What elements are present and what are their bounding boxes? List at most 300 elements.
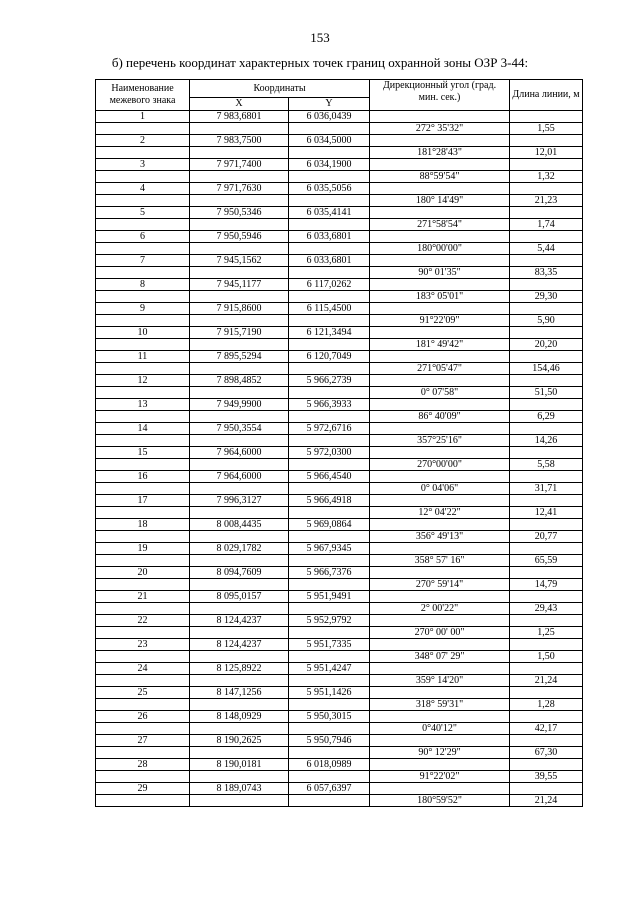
point-name: 12 [96,375,190,387]
segment-length: 20,77 [510,531,583,543]
point-row [96,783,583,795]
segment-length: 1,25 [510,627,583,639]
empty-cell [370,231,510,243]
empty-cell [289,579,370,591]
empty-cell [510,423,583,435]
table-body [96,111,583,807]
segment-angle: 181°28'43" [370,147,510,159]
segment-row [96,387,583,399]
empty-cell [289,531,370,543]
point-row [96,135,583,147]
empty-cell [289,555,370,567]
empty-cell [289,771,370,783]
segment-angle: 181° 49'42" [370,339,510,351]
empty-cell [289,339,370,351]
point-y: 5 966,4918 [289,495,370,507]
empty-cell [510,183,583,195]
empty-cell [510,471,583,483]
point-name: 3 [96,159,190,171]
point-y: 5 951,1426 [289,687,370,699]
point-x: 7 950,5346 [190,207,289,219]
segment-angle: 0° 07'58" [370,387,510,399]
empty-cell [190,651,289,663]
segment-angle: 91°22'02" [370,771,510,783]
point-name: 14 [96,423,190,435]
empty-cell [190,483,289,495]
empty-cell [510,207,583,219]
segment-length: 39,55 [510,771,583,783]
segment-row [96,675,583,687]
point-x: 7 971,7400 [190,159,289,171]
point-row [96,159,583,171]
empty-cell [370,207,510,219]
empty-cell [96,435,190,447]
empty-cell [289,507,370,519]
segment-length: 67,30 [510,747,583,759]
empty-cell [96,747,190,759]
point-y: 5 951,9491 [289,591,370,603]
empty-cell [370,375,510,387]
segment-row [96,243,583,255]
point-row [96,735,583,747]
empty-cell [289,411,370,423]
header-x: X [190,98,289,111]
segment-length: 1,32 [510,171,583,183]
empty-cell [370,159,510,171]
segment-length: 12,41 [510,507,583,519]
point-row [96,375,583,387]
empty-cell [96,579,190,591]
segment-angle: 88°59'54" [370,171,510,183]
empty-cell [370,423,510,435]
empty-cell [370,495,510,507]
point-y: 6 115,4500 [289,303,370,315]
empty-cell [289,243,370,255]
point-y: 5 951,4247 [289,663,370,675]
segment-row [96,699,583,711]
empty-cell [96,483,190,495]
point-y: 6 057,6397 [289,783,370,795]
empty-cell [370,639,510,651]
point-row [96,591,583,603]
empty-cell [510,375,583,387]
segment-angle: 357°25'16" [370,435,510,447]
point-y: 6 034,5000 [289,135,370,147]
empty-cell [190,339,289,351]
segment-row [96,531,583,543]
empty-cell [510,639,583,651]
point-row [96,111,583,123]
segment-length: 6,29 [510,411,583,423]
point-x: 8 029,1782 [190,543,289,555]
point-name: 25 [96,687,190,699]
empty-cell [370,783,510,795]
empty-cell [510,615,583,627]
empty-cell [289,723,370,735]
segment-row [96,603,583,615]
empty-cell [96,315,190,327]
empty-cell [289,291,370,303]
empty-cell [289,483,370,495]
empty-cell [289,315,370,327]
point-row [96,423,583,435]
point-y: 5 969,0864 [289,519,370,531]
empty-cell [510,783,583,795]
empty-cell [370,447,510,459]
point-x: 8 124,4237 [190,639,289,651]
segment-row [96,291,583,303]
segment-row [96,315,583,327]
empty-cell [510,231,583,243]
empty-cell [96,219,190,231]
point-row [96,759,583,771]
empty-cell [289,603,370,615]
empty-cell [289,219,370,231]
point-x: 7 945,1562 [190,255,289,267]
point-y: 5 966,2739 [289,375,370,387]
segment-row [96,579,583,591]
segment-length: 42,17 [510,723,583,735]
header-length: Длина линии, м [510,80,583,111]
point-x: 7 950,3554 [190,423,289,435]
segment-length: 154,46 [510,363,583,375]
point-y: 5 952,9792 [289,615,370,627]
empty-cell [370,399,510,411]
point-row [96,327,583,339]
empty-cell [190,555,289,567]
point-name: 24 [96,663,190,675]
point-row [96,471,583,483]
segment-angle: 180°00'00" [370,243,510,255]
point-name: 10 [96,327,190,339]
point-name: 4 [96,183,190,195]
empty-cell [289,147,370,159]
point-x: 8 148,0929 [190,711,289,723]
point-x: 7 895,5294 [190,351,289,363]
point-x: 7 964,6000 [190,447,289,459]
empty-cell [96,555,190,567]
empty-cell [190,699,289,711]
point-name: 7 [96,255,190,267]
empty-cell [510,711,583,723]
segment-length: 21,24 [510,675,583,687]
point-row [96,687,583,699]
segment-angle: 358° 57' 16" [370,555,510,567]
segment-row [96,363,583,375]
empty-cell [190,243,289,255]
segment-length: 21,23 [510,195,583,207]
empty-cell [190,675,289,687]
segment-row [96,747,583,759]
point-x: 8 095,0157 [190,591,289,603]
empty-cell [190,435,289,447]
empty-cell [190,147,289,159]
segment-row [96,651,583,663]
segment-row [96,771,583,783]
segment-row [96,795,583,807]
empty-cell [190,387,289,399]
page-number: 153 [310,30,330,45]
segment-angle: 272° 35'32" [370,123,510,135]
empty-cell [96,291,190,303]
segment-angle: 0°40'12" [370,723,510,735]
segment-length: 29,43 [510,603,583,615]
empty-cell [510,591,583,603]
point-x: 8 190,0181 [190,759,289,771]
segment-row [96,123,583,135]
point-x: 7 915,7190 [190,327,289,339]
segment-length: 5,90 [510,315,583,327]
segment-angle: 348° 07' 29" [370,651,510,663]
empty-cell [289,459,370,471]
table-caption: б) перечень координат характерных точек границ охранной зоны ОЗР 3-44: [111,55,529,70]
empty-cell [96,267,190,279]
segment-angle: 318° 59'31" [370,699,510,711]
point-name: 21 [96,591,190,603]
segment-row [96,435,583,447]
segment-row [96,195,583,207]
point-y: 5 967,9345 [289,543,370,555]
empty-cell [289,267,370,279]
segment-row [96,147,583,159]
empty-cell [96,699,190,711]
point-x: 7 898,4852 [190,375,289,387]
header-name: Наименование межевого знака [96,80,190,111]
point-row [96,495,583,507]
empty-cell [370,567,510,579]
segment-length: 29,30 [510,291,583,303]
segment-angle: 0° 04'06" [370,483,510,495]
empty-cell [190,363,289,375]
empty-cell [370,663,510,675]
point-y: 6 033,6801 [289,255,370,267]
segment-angle: 271°58'54" [370,219,510,231]
point-row [96,567,583,579]
point-x: 8 124,4237 [190,615,289,627]
empty-cell [510,279,583,291]
empty-cell [370,471,510,483]
segment-length: 21,24 [510,795,583,807]
empty-cell [289,435,370,447]
empty-cell [96,459,190,471]
empty-cell [370,543,510,555]
point-name: 18 [96,519,190,531]
point-name: 16 [96,471,190,483]
point-row [96,519,583,531]
segment-angle: 271°05'47" [370,363,510,375]
point-name: 29 [96,783,190,795]
empty-cell [510,447,583,459]
empty-cell [370,687,510,699]
segment-length: 5,58 [510,459,583,471]
empty-cell [510,495,583,507]
point-name: 9 [96,303,190,315]
empty-cell [370,135,510,147]
empty-cell [370,735,510,747]
empty-cell [190,747,289,759]
point-x: 7 915,8600 [190,303,289,315]
empty-cell [510,687,583,699]
empty-cell [370,111,510,123]
empty-cell [510,351,583,363]
empty-cell [190,315,289,327]
empty-cell [510,159,583,171]
point-name: 8 [96,279,190,291]
empty-cell [370,327,510,339]
segment-angle: 12° 04'22" [370,507,510,519]
empty-cell [96,171,190,183]
segment-row [96,555,583,567]
empty-cell [96,795,190,807]
empty-cell [190,771,289,783]
empty-cell [289,387,370,399]
empty-cell [190,267,289,279]
header-coordinates: Координаты [190,80,370,98]
point-name: 17 [96,495,190,507]
empty-cell [96,363,190,375]
point-y: 5 966,3933 [289,399,370,411]
empty-cell [96,531,190,543]
point-name: 5 [96,207,190,219]
empty-cell [370,351,510,363]
empty-cell [510,135,583,147]
point-y: 5 966,7376 [289,567,370,579]
point-y: 5 972,6716 [289,423,370,435]
point-y: 6 120,7049 [289,351,370,363]
segment-length: 1,74 [510,219,583,231]
segment-angle: 90° 12'29" [370,747,510,759]
empty-cell [190,171,289,183]
point-x: 7 983,7500 [190,135,289,147]
empty-cell [190,195,289,207]
coordinates-table [95,79,583,807]
segment-length: 1,50 [510,651,583,663]
point-y: 6 121,3494 [289,327,370,339]
point-x: 7 971,7630 [190,183,289,195]
empty-cell [510,663,583,675]
point-x: 8 008,4435 [190,519,289,531]
point-name: 26 [96,711,190,723]
empty-cell [190,411,289,423]
point-name: 23 [96,639,190,651]
segment-length: 20,20 [510,339,583,351]
point-row [96,303,583,315]
point-x: 7 950,5946 [190,231,289,243]
empty-cell [190,219,289,231]
empty-cell [370,591,510,603]
point-name: 20 [96,567,190,579]
empty-cell [190,795,289,807]
point-y: 6 034,1900 [289,159,370,171]
segment-row [96,219,583,231]
segment-length: 83,35 [510,267,583,279]
segment-length: 65,59 [510,555,583,567]
point-row [96,255,583,267]
segment-angle: 359° 14'20" [370,675,510,687]
point-name: 6 [96,231,190,243]
empty-cell [289,195,370,207]
segment-row [96,411,583,423]
segment-length: 1,28 [510,699,583,711]
point-name: 1 [96,111,190,123]
segment-length: 31,71 [510,483,583,495]
point-name: 28 [96,759,190,771]
empty-cell [510,735,583,747]
point-x: 7 949,9900 [190,399,289,411]
segment-angle: 90° 01'35" [370,267,510,279]
empty-cell [370,759,510,771]
point-y: 6 033,6801 [289,231,370,243]
segment-row [96,627,583,639]
empty-cell [96,195,190,207]
empty-cell [510,303,583,315]
point-x: 8 147,1256 [190,687,289,699]
point-row [96,207,583,219]
segment-row [96,339,583,351]
segment-length: 1,55 [510,123,583,135]
point-y: 6 035,4141 [289,207,370,219]
empty-cell [289,699,370,711]
point-y: 5 951,7335 [289,639,370,651]
point-y: 6 117,0262 [289,279,370,291]
point-row [96,615,583,627]
empty-cell [96,651,190,663]
empty-cell [190,459,289,471]
empty-cell [289,675,370,687]
segment-angle: 183° 05'01" [370,291,510,303]
point-name: 22 [96,615,190,627]
empty-cell [370,519,510,531]
point-y: 5 950,3015 [289,711,370,723]
point-name: 11 [96,351,190,363]
empty-cell [510,567,583,579]
empty-cell [190,579,289,591]
segment-length: 14,79 [510,579,583,591]
empty-cell [96,771,190,783]
point-y: 5 966,4540 [289,471,370,483]
empty-cell [96,723,190,735]
point-x: 8 190,2625 [190,735,289,747]
empty-cell [370,711,510,723]
segment-angle: 91°22'09" [370,315,510,327]
empty-cell [96,243,190,255]
point-y: 6 018,0989 [289,759,370,771]
point-x: 7 996,3127 [190,495,289,507]
empty-cell [289,123,370,135]
point-y: 5 972,0300 [289,447,370,459]
segment-row [96,723,583,735]
point-row [96,279,583,291]
empty-cell [370,183,510,195]
segment-row [96,171,583,183]
segment-angle: 86° 40'09" [370,411,510,423]
point-x: 8 189,0743 [190,783,289,795]
empty-cell [96,123,190,135]
empty-cell [289,171,370,183]
point-row [96,711,583,723]
empty-cell [96,627,190,639]
empty-cell [289,363,370,375]
empty-cell [370,279,510,291]
segment-row [96,267,583,279]
header-y: Y [289,98,370,111]
point-row [96,543,583,555]
segment-length: 51,50 [510,387,583,399]
header-angle: Дирекционный угол (град. мин. сек.) [370,80,510,111]
empty-cell [96,411,190,423]
empty-cell [190,603,289,615]
empty-cell [190,627,289,639]
